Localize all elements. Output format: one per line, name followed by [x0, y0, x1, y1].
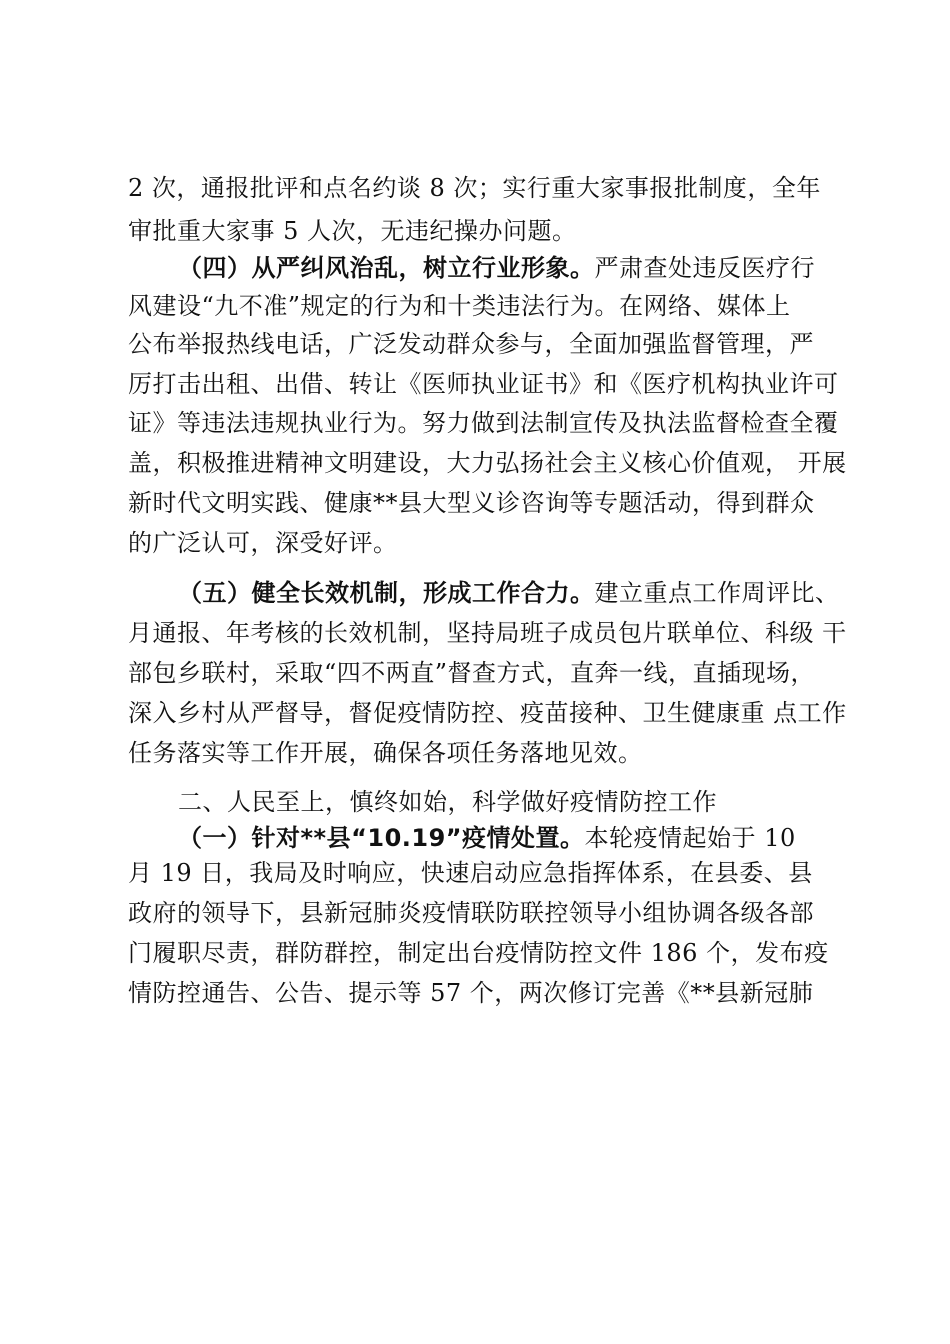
text-run: 2 次，通报批评和点名约谈 8 次；实行重大家事报批制度，全年	[128, 174, 821, 202]
text-run: 深入乡村从严督导，督促疫情防控、疫苗接种、卫生健康重 点工作	[128, 699, 847, 727]
text-run: 政府的领导下，县新冠肺炎疫情联防联控领导小组协调各级各部	[128, 899, 814, 927]
text-run: 的广泛认可，深受好评。	[128, 529, 398, 557]
text-run: 新时代文明实践、健康**县大型义诊咨询等专题活动，得到群众	[128, 489, 815, 517]
paragraph-line	[128, 933, 829, 973]
paragraph-line	[128, 324, 814, 364]
text-run: 本轮疫情起始于 10	[584, 824, 796, 852]
paragraph-line	[128, 168, 821, 208]
text-run: 门履职尽责，群防群控，制定出台疫情防控文件 186 个，发布疫	[128, 939, 829, 967]
paragraph-line	[128, 403, 839, 443]
paragraph-line	[128, 653, 815, 693]
text-run: 盖，积极推进精神文明建设，大力弘扬社会主义核心价值观， 开展	[128, 449, 847, 477]
paragraph-line	[128, 893, 814, 933]
paragraph-line	[128, 613, 847, 653]
text-run: 建立重点工作周评比、	[594, 579, 840, 607]
section-two-one-first-line	[178, 818, 796, 858]
paragraph-line	[128, 523, 398, 563]
paragraph-line	[128, 364, 839, 404]
section-four-first-line	[178, 248, 815, 288]
paragraph-line	[128, 853, 813, 893]
section-two-one-heading: （一）针对**县“10.19”疫情处置。	[178, 824, 585, 852]
text-run: 二、人民至上，慎终如始，科学做好疫情防控工作	[178, 788, 717, 816]
text-run: 部包乡联村，采取“四不两直”督查方式，直奔一线，直插现场，	[128, 659, 816, 687]
text-run: 厉打击出租、出借、转让《医师执业证书》和《医疗机构执业许可	[128, 370, 839, 398]
text-run: 风建设“九不准”规定的行为和十类违法行为。在网络、媒体上	[128, 292, 791, 320]
paragraph-line	[128, 286, 791, 326]
text-run: 情防控通告、公告、提示等 57 个，两次修订完善《**县新冠肺	[128, 979, 814, 1007]
paragraph-line	[128, 211, 577, 251]
paragraph-line	[128, 973, 813, 1013]
section-five-first-line	[178, 573, 840, 613]
chapter-two-heading	[178, 782, 717, 822]
text-run: 严肃查处违反医疗行	[594, 254, 815, 282]
text-run: 公布举报热线电话，广泛发动群众参与，全面加强监督管理，严	[128, 330, 814, 358]
section-four-heading: （四）从严纠风治乱，树立行业形象。	[178, 254, 595, 282]
paragraph-line	[128, 483, 815, 523]
paragraph-line	[128, 733, 643, 773]
paragraph-line	[128, 443, 847, 483]
section-five-heading: （五）健全长效机制，形成工作合力。	[178, 579, 595, 607]
paragraph-line	[128, 693, 847, 733]
text-run: 月通报、年考核的长效机制，坚持局班子成员包片联单位、科级 干	[128, 619, 847, 647]
text-run: 月 19 日，我局及时响应，快速启动应急指挥体系，在县委、县	[128, 859, 813, 887]
text-run: 任务落实等工作开展，确保各项任务落地见效。	[128, 739, 643, 767]
text-run: 审批重大家事 5 人次，无违纪操办问题。	[128, 217, 577, 245]
text-run: 证》等违法违规执业行为。努力做到法制宣传及执法监督检查全覆	[128, 409, 839, 437]
